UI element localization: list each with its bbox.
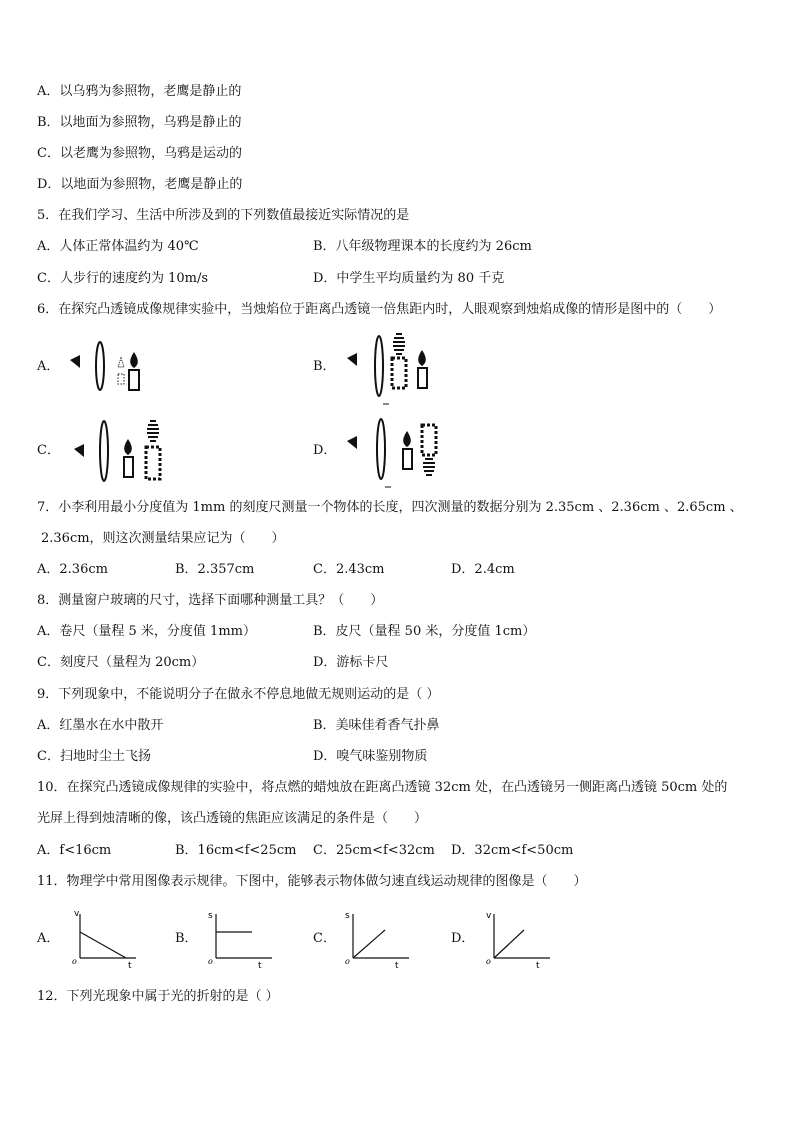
eye-icon (70, 355, 80, 368)
q5-option-d: D．中学生平均质量约为 80 千克 (313, 271, 505, 286)
q8-option-b: B．皮尺（量程 50 米，分度值 1cm） (313, 624, 536, 639)
candle (403, 449, 412, 469)
origin-label: o (345, 957, 350, 966)
q6-option-c-label: C． (37, 443, 60, 458)
inverted-image-candle (422, 425, 436, 455)
inverted-image-flame (423, 459, 435, 475)
q11-option-b-label: B． (175, 931, 198, 946)
q11-option-c-label: C． (313, 931, 336, 946)
q10-stem-line2: 光屏上得到烛清晰的像，该凸透镜的焦距应该满足的条件是（ ） (37, 811, 428, 826)
q11-graph-c (339, 906, 415, 970)
candle (418, 368, 427, 388)
q4-option-d: D．以地面为参照物，老鹰是静止的 (37, 177, 243, 192)
virtual-image-candle (392, 358, 406, 388)
q11-graph-b (202, 906, 278, 970)
q7-stem-line2: 2.36cm，则这次测量结果应记为（ ） (41, 531, 285, 546)
q10-stem-line1: 10．在探究凸透镜成像规律的实验中，将点燃的蜡烛放在距离凸透镜 32cm 处，在凸透镜另一侧距离凸透镜 50cm 处的 (37, 780, 728, 795)
q8-option-d: D．游标卡尺 (313, 655, 389, 670)
x-axis-label: t (536, 961, 540, 970)
virtual-image-flame (147, 421, 159, 441)
q4-option-c: C．以老鹰为参照物，乌鸦是运动的 (37, 146, 242, 161)
q11-graph-d (480, 906, 556, 970)
graph-line (353, 930, 385, 958)
q10-option-b: B．16cm<f<25cm (175, 843, 297, 858)
convex-lens (96, 342, 104, 390)
origin-label: o (486, 957, 491, 966)
q11-option-d-label: D． (451, 931, 475, 946)
q7-stem-line1: 7．小李利用最小分度值为 1mm 的刻度尺测量一个物体的长度，四次测量的数据分别为 2.35cm 、2.36cm 、2.65cm 、 (37, 500, 743, 515)
y-axis-label: s (345, 911, 350, 921)
q5-option-b: B．八年级物理课本的长度约为 26cm (313, 239, 532, 254)
q10-option-c: C．25cm<f<32cm (313, 843, 435, 858)
convex-lens (377, 419, 385, 479)
virtual-image-candle (146, 447, 160, 479)
q6-option-d-label: D． (313, 443, 337, 458)
q9-stem: 9．下列现象中，不能说明分子在做永不停息地做无规则运动的是（ ） (37, 687, 440, 702)
q4-option-b: B．以地面为参照物，乌鸦是静止的 (37, 115, 242, 130)
q7-option-c: C．2.43cm (313, 562, 385, 577)
x-axis-label: t (395, 961, 399, 970)
virtual-image-candle (118, 374, 124, 384)
q5-option-a: A．人体正常体温约为 40℃ (37, 239, 199, 254)
flame (124, 439, 132, 455)
q11-stem: 11．物理学中常用图像表示规律。下图中，能够表示物体做匀速直线运动规律的图像是（ ） (37, 874, 587, 889)
q10-option-d: D．32cm<f<50cm (451, 843, 574, 858)
q4-option-a: A．以乌鸦为参照物，老鹰是静止的 (37, 84, 242, 99)
x-axis-label: t (128, 961, 132, 970)
q8-option-a: A．卷尺（量程 5 米，分度值 1mm） (37, 624, 256, 639)
origin-label: o (208, 957, 213, 966)
candle (124, 457, 133, 477)
q6-option-b-label: B． (313, 359, 336, 374)
q5-option-c: C．人步行的速度约为 10m/s (37, 271, 208, 286)
q8-stem: 8．测量窗户玻璃的尺寸，选择下面哪种测量工具？（ ） (37, 593, 384, 608)
q9-option-b: B．美味佳肴香气扑鼻 (313, 718, 440, 733)
eye-icon (347, 436, 357, 449)
q9-option-a: A．红墨水在水中散开 (37, 718, 164, 733)
q9-option-c: C．扫地时尘土飞扬 (37, 749, 151, 764)
q8-option-c: C．刻度尺（量程为 20cm） (37, 655, 205, 670)
q7-option-b: B．2.357cm (175, 562, 255, 577)
q9-option-d: D．嗅气味鉴别物质 (313, 749, 428, 764)
eye-icon (347, 353, 357, 366)
y-axis-label: v (74, 909, 80, 919)
y-axis-label: v (486, 911, 492, 921)
graph-line (80, 932, 126, 958)
q6-figure-a (66, 338, 146, 394)
q6-stem: 6．在探究凸透镜成像规律实验中，当烛焰位于距离凸透镜一倍焦距内时，人眼观察到烛焰成像的情形是图中的（ ） (37, 302, 722, 317)
y-axis-label: s (208, 911, 213, 921)
q6-figure-d (343, 413, 443, 491)
flame (418, 350, 426, 366)
x-axis-label: t (258, 961, 262, 970)
virtual-image-flame (393, 334, 405, 354)
q6-option-a-label: A． (37, 359, 60, 374)
flame (403, 431, 411, 447)
q10-option-a: A．f<16cm (37, 843, 112, 858)
flame (130, 352, 138, 368)
q5-stem: 5．在我们学习、生活中所涉及到的下列数值最接近实际情况的是 (37, 208, 410, 223)
q6-figure-c (70, 415, 170, 487)
convex-lens (375, 336, 383, 396)
graph-line (494, 930, 524, 958)
q12-stem: 12．下列光现象中属于光的折射的是（ ） (37, 989, 279, 1004)
q7-option-d: D．2.4cm (451, 562, 515, 577)
q11-graph-a (66, 906, 142, 970)
q11-option-a-label: A． (37, 931, 60, 946)
convex-lens (100, 421, 108, 481)
q7-option-a: A．2.36cm (37, 562, 108, 577)
eye-icon (74, 444, 84, 457)
candle (129, 370, 139, 390)
q6-figure-b (343, 330, 443, 408)
origin-label: o (72, 957, 77, 966)
